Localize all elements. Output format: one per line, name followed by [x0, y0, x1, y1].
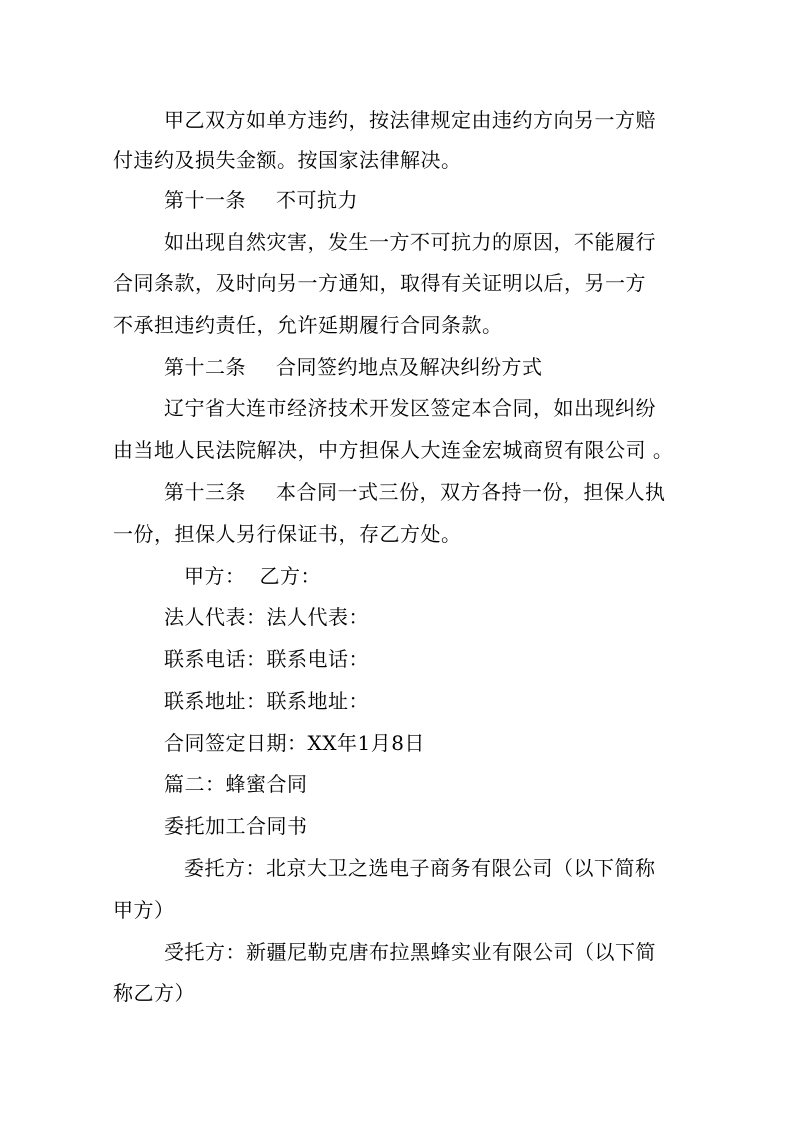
client-party-line-1: 委托方：北京大卫之选电子商务有限公司（以下简称: [184, 856, 656, 880]
paragraph-dispute-line-1: 辽宁省大连市经济技术开发区签定本合同，如出现纠纷: [164, 396, 656, 420]
party-a-label: 甲方：: [184, 564, 246, 588]
paragraph-force-majeure-line-3: 不承担违约责任，允许延期履行合同条款。: [113, 313, 503, 337]
article-11-heading: [164, 188, 358, 212]
address-labels: 联系地址：联系地址：: [164, 689, 369, 713]
phone-labels: 联系电话：联系电话：: [164, 647, 369, 671]
legal-representative-labels: 法人代表：法人代表：: [164, 605, 369, 629]
article-12-heading: [164, 355, 543, 379]
paragraph-force-majeure-line-1: 如出现自然灾害，发生一方不可抗力的原因，不能履行: [164, 230, 656, 254]
article-11-number: 第十一条: [164, 188, 246, 212]
client-party-line-2: 甲方）: [113, 898, 175, 922]
article-13-line-2: 一份，担保人另行保证书，存乙方处。: [113, 522, 462, 546]
article-13-text: 本合同一式三份，双方各持一份，担保人执: [276, 480, 666, 504]
part-2-title: 篇二：蜂蜜合同: [164, 772, 308, 796]
article-11-title: 不可抗力: [276, 188, 358, 212]
paragraph-dispute-line-2: 由当地人民法院解决，中方担保人大连金宏城商贸有限公司 。: [113, 438, 674, 462]
paragraph-breach-line-2: 付违约及损失金额。按国家法律解决。: [113, 148, 462, 172]
contractor-party-line-1: 受托方：新疆尼勒克唐布拉黑蜂实业有限公司（以下简: [164, 940, 656, 964]
contractor-party-line-2: 称乙方）: [113, 981, 195, 1005]
paragraph-breach-line-1: 甲乙双方如单方违约，按法律规定由违约方向另一方赔: [164, 108, 656, 132]
article-13-line-1: [164, 480, 666, 504]
sign-date: 合同签定日期：XX年1月8日: [164, 731, 425, 755]
party-b-label: 乙方：: [259, 564, 321, 588]
part-2-subtitle: 委托加工合同书: [164, 814, 308, 838]
article-12-title: 合同签约地点及解决纠纷方式: [276, 355, 543, 379]
article-12-number: 第十二条: [164, 355, 246, 379]
paragraph-force-majeure-line-2: 合同条款，及时向另一方通知，取得有关证明以后，另一方: [113, 271, 646, 295]
article-13-number: 第十三条: [164, 480, 246, 504]
signature-parties: [184, 564, 321, 588]
